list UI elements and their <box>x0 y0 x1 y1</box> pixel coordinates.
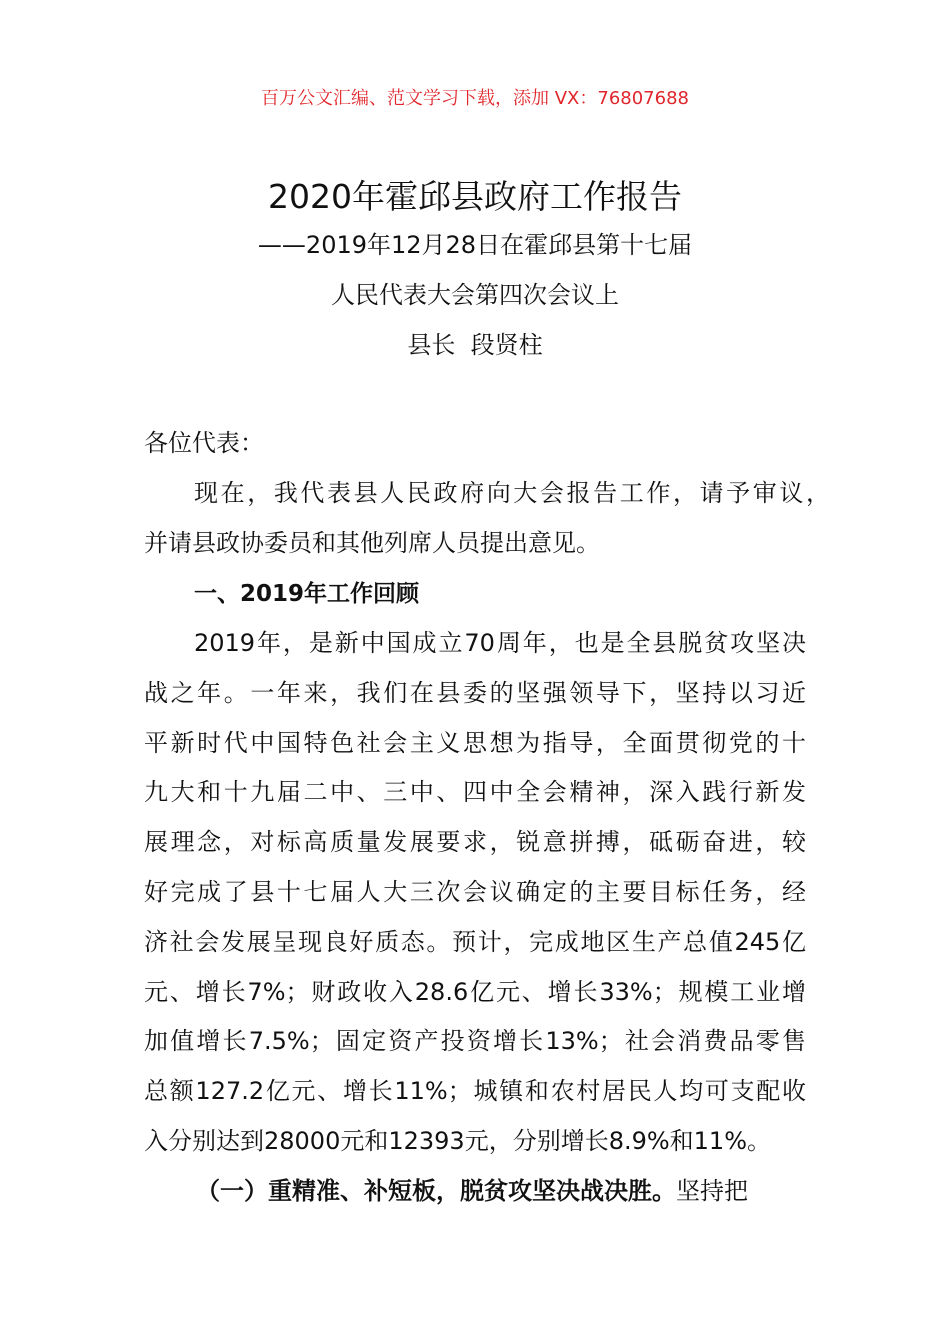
paragraph-line: 平新时代中国特色社会主义思想为指导，全面贯彻党的十 <box>144 728 806 757</box>
paragraph-line: 战之年。一年来，我们在县委的坚强领导下，坚持以习近 <box>144 678 806 707</box>
subsection-heading: （一）重精准、补短板，脱贫攻坚决战决胜。 <box>196 1177 676 1205</box>
subtitle-line: 人民代表大会第四次会议上 <box>331 281 619 309</box>
salutation: 各位代表： <box>144 429 264 457</box>
paragraph-line: 元、增长7%；财政收入28.6亿元、增长33%；规模工业增 <box>144 977 806 1006</box>
paragraph-line: 入分别达到28000元和12393元，分别增长8.9%和11%。 <box>144 1127 772 1155</box>
paragraph-line: 并请县政协委员和其他列席人员提出意见。 <box>144 529 600 557</box>
paragraph-line: 总额127.2亿元、增长11%；城镇和农村居民人均可支配收 <box>144 1077 806 1106</box>
paragraph-line: 好完成了县十七届人大三次会议确定的主要目标任务，经 <box>144 878 806 906</box>
paragraph-line: 展理念，对标高质量发展要求，锐意拼搏，砥砺奋进，较 <box>144 828 806 857</box>
subsection-line <box>196 1176 748 1206</box>
paragraph-line: 九大和十九届二中、三中、四中全会精神，深入践行新发 <box>144 778 806 807</box>
subsection-text: 坚持把 <box>676 1177 748 1205</box>
paragraph-line: 2019年，是新中国成立70周年，也是全县脱贫攻坚决 <box>194 629 806 657</box>
paragraph-line: 济社会发展呈现良好质态。预计，完成地区生产总值245亿 <box>144 927 806 956</box>
subtitle-line: ——2019年12月28日在霍邱县第十七届 <box>257 231 693 259</box>
paragraph-line: 加值增长7.5%；固定资产投资增长13%；社会消费品零售 <box>144 1027 806 1056</box>
section-heading: 一、2019年工作回顾 <box>194 581 420 607</box>
author-line: 县长 段贤柱 <box>407 331 543 359</box>
paragraph-line: 现在，我代表县人民政府向大会报告工作，请予审议， <box>194 479 830 507</box>
watermark-text: 百万公文汇编、范文学习下载，添加 VX：76807688 <box>261 88 689 109</box>
document-title: 2020年霍邱县政府工作报告 <box>268 177 682 216</box>
